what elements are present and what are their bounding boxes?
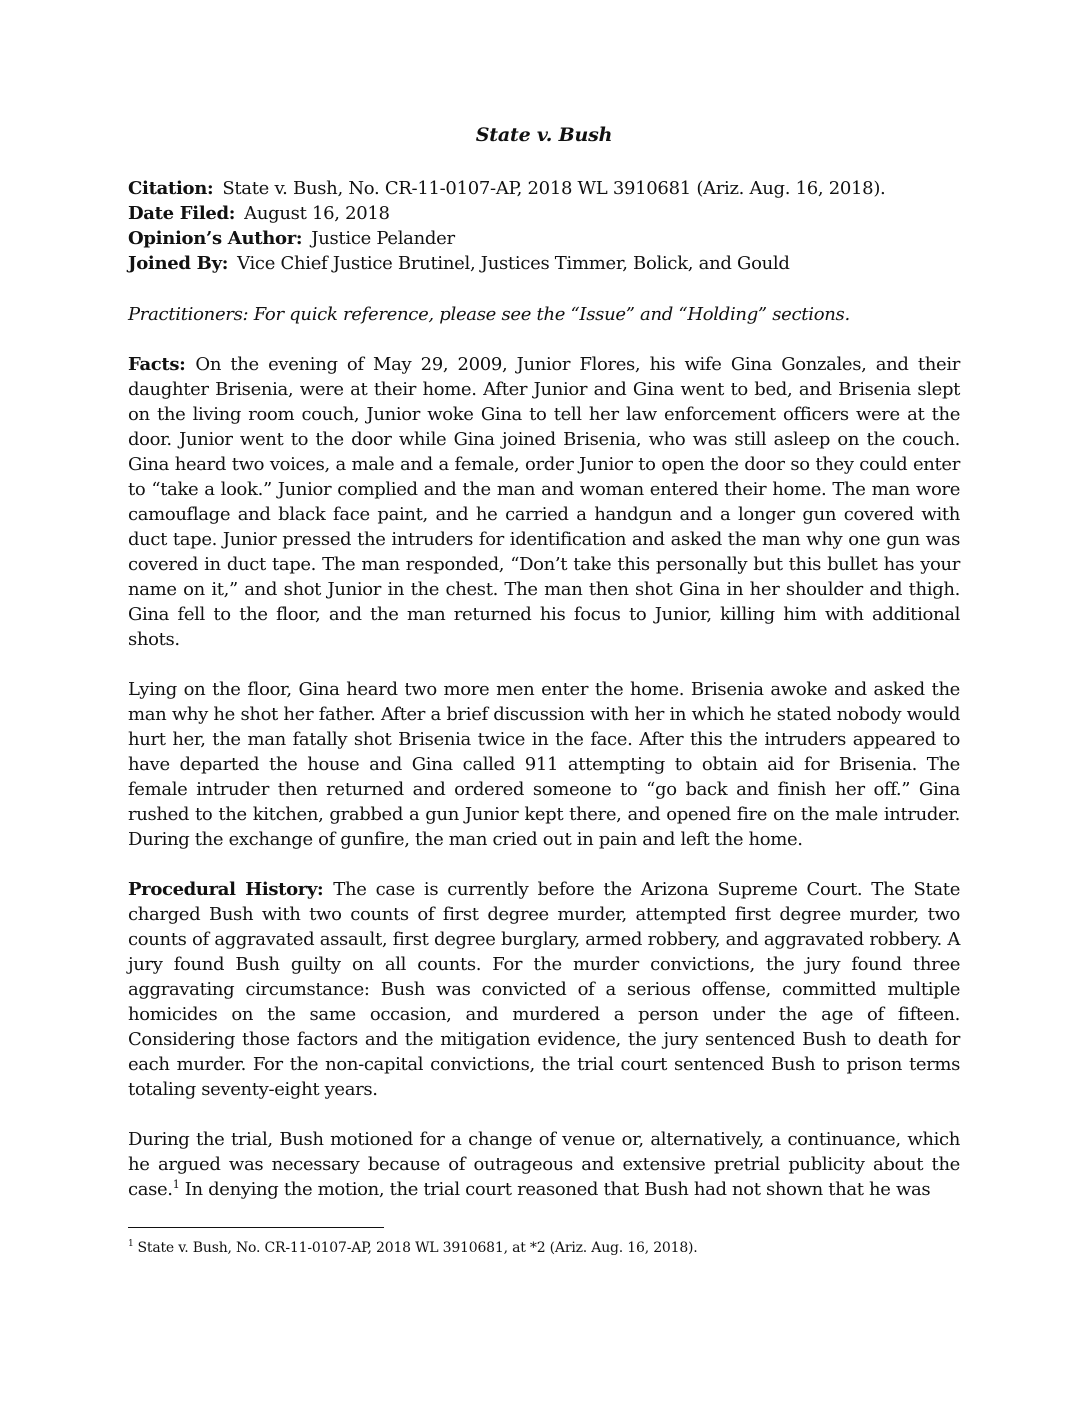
footnote-reference[interactable]: 1: [172, 1178, 180, 1191]
citation-line: [128, 176, 960, 201]
author-label: Opinion’s Author:: [128, 228, 303, 249]
footnote: [128, 1238, 960, 1258]
joined-by-line: [128, 251, 960, 276]
facts-paragraph-2: Lying on the floor, Gina heard two more men enter the home. Brisenia awoke and asked the man why he shot her father. After a brief discussion with her in which he stated nobody would hurt her, the man fatally shot Brisenia twice in the face. After this the intruders appeared to have departed the house and Gina called 911 attempting to obtain aid for Brisenia. The female intruder then returned and ordered someone to “go back and finish her off.” Gina rushed to the kitchen, grabbed a gun Junior kept there, and opened fire on the male intruder. During the exchange of gunfire, the man cried out in pain and left the home.: [128, 679, 960, 850]
date-filed-line: [128, 201, 960, 226]
procedural-history-paragraph-2: [128, 1127, 960, 1202]
footnote-text: State v. Bush, No. CR-11-0107-AP, 2018 WL 3910681, at *2 (Ariz. Aug. 16, 2018).: [137, 1240, 698, 1256]
joined-by-label: Joined By:: [128, 253, 229, 274]
facts-label: Facts:: [128, 354, 186, 375]
facts-paragraph: [128, 352, 960, 652]
procedural-text-after-footnote: In denying the motion, the trial court reasoned that Bush had not shown that he was: [179, 1179, 931, 1200]
author-value: Justice Pelander: [311, 228, 455, 249]
procedural-history-text: The case is currently before the Arizona Supreme Court. The State charged Bush with two counts of first degree murder, attempted first degree murder, two counts of aggravated assault, first degree burglary, armed robbery, and aggravated robbery. A jury found Bush guilty on all counts. For the murder convictions, the jury found three aggravating circumstance: Bush was convicted of a serious offense, committed multiple homicides on the same occasion, and murdered a person under the age of fifteen. Considering those factors and the mitigation evidence, the jury sentenced Bush to death for each murder. For the non-capital convictions, the trial court sentenced Bush to prison terms totaling seventy-eight years.: [128, 879, 960, 1100]
practitioners-note: Practitioners: For quick reference, please see the “Issue” and “Holding” sections.: [128, 304, 850, 325]
document-title: State v. Bush: [475, 124, 613, 146]
footnote-divider: [128, 1227, 384, 1228]
document-body: [128, 124, 960, 1202]
joined-by-value: Vice Chief Justice Brutinel, Justices Timmer, Bolick, and Gould: [237, 253, 790, 274]
author-line: [128, 226, 960, 251]
procedural-text-before-footnote: During the trial, Bush motioned for a change of venue or, alternatively, a continuance, which he argued was necessary because of outrageous and extensive pretrial publicity about the case.: [128, 1129, 960, 1200]
footnote-marker: 1: [128, 1239, 134, 1250]
procedural-history-label: Procedural History:: [128, 879, 324, 900]
citation-label: Citation:: [128, 178, 214, 199]
facts-text: On the evening of May 29, 2009, Junior Flores, his wife Gina Gonzales, and their daughter Brisenia, were at their home. After Junior and Gina went to bed, and Brisenia slept on the living room couch, Junior woke Gina to tell her law enforcement officers were at the door. Junior went to the door while Gina joined Brisenia, who was still asleep on the couch. Gina heard two voices, a male and a female, order Junior to open the door so they could enter to “take a look.” Junior complied and the man and woman entered their home. The man wore camouflage and black face paint, and he carried a handgun and a longer gun covered with duct tape. Junior pressed the intruders for identification and asked the man why one gun was covered in duct tape. The man responded, “Don’t take this personally but this bullet has your name on it,” and shot Junior in the chest. The man then shot Gina in her shoulder and thigh. Gina fell to the floor, and the man returned his focus to Junior, killing him with additional shots.: [128, 354, 960, 650]
procedural-history-paragraph: [128, 877, 960, 1102]
citation-value: State v. Bush, No. CR-11-0107-AP, 2018 WL 3910681 (Ariz. Aug. 16, 2018).: [222, 178, 886, 199]
date-filed-label: Date Filed:: [128, 203, 236, 224]
date-filed-value: August 16, 2018: [244, 203, 390, 224]
